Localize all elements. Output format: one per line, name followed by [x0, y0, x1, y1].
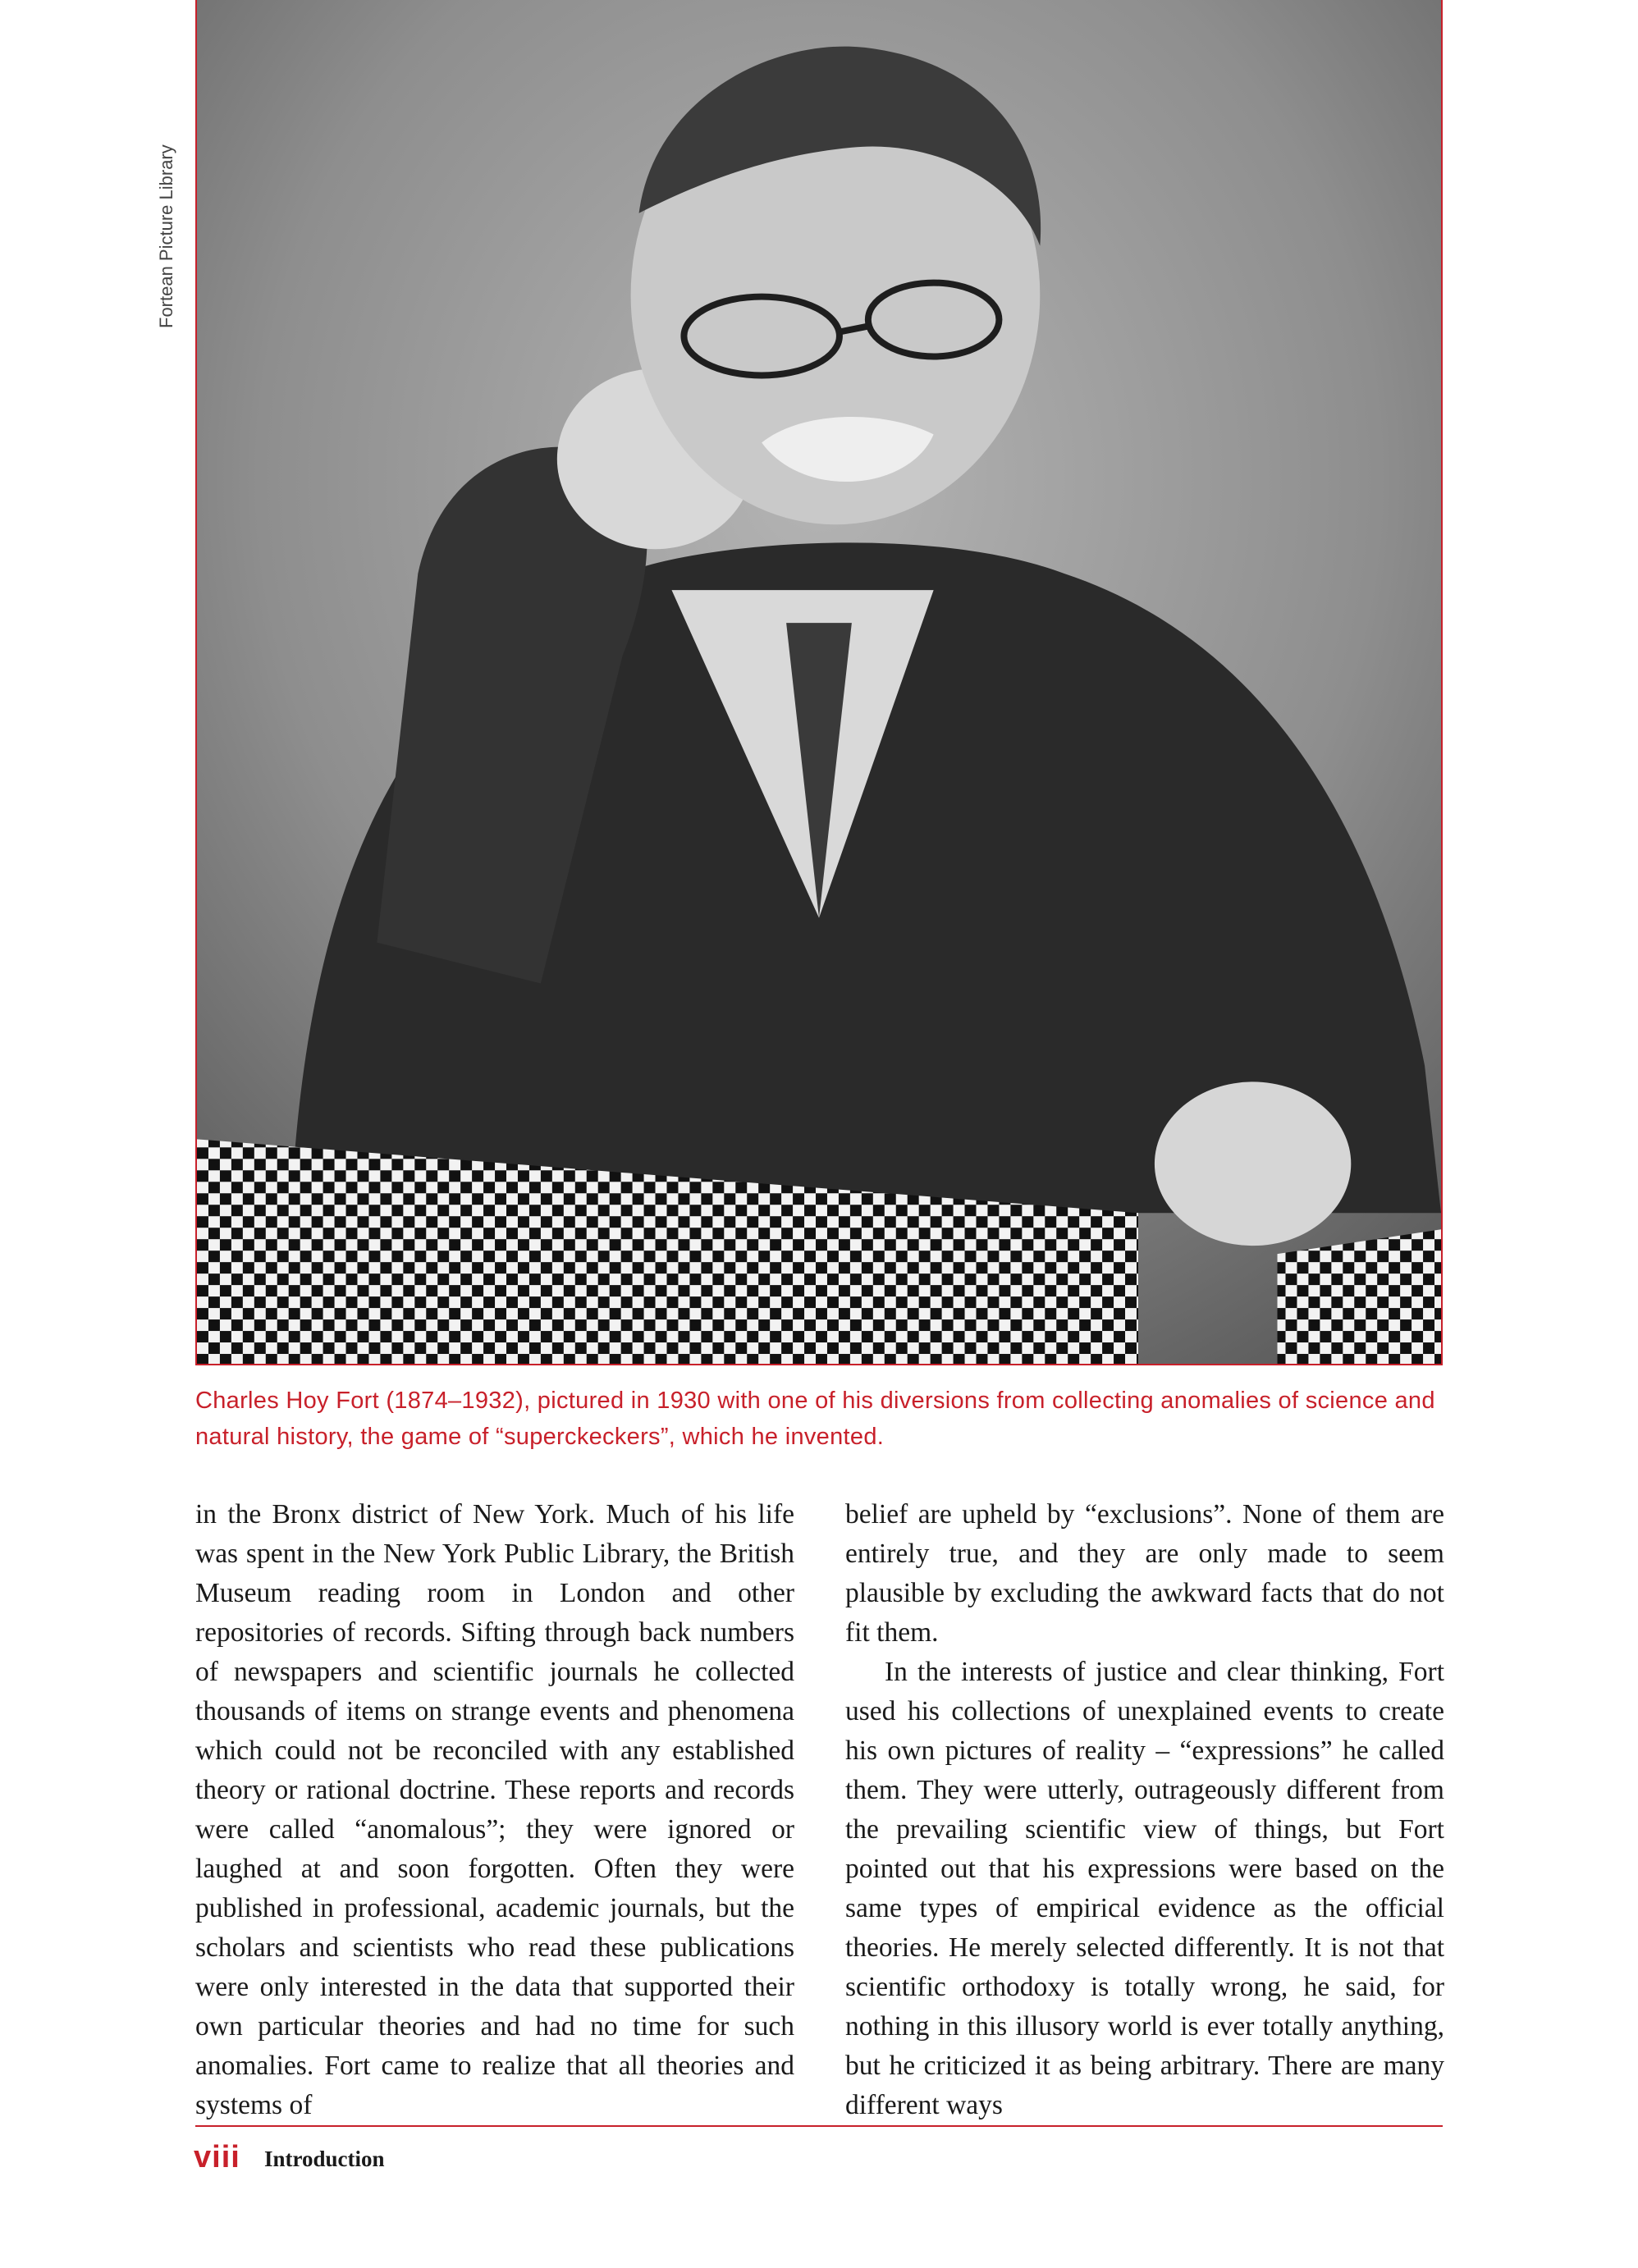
body-column-right [845, 1495, 1444, 2125]
footer-divider [195, 2125, 1443, 2127]
body-paragraph: In the interests of justice and clear thinking, Fort used his collections of unexplained events to create his own pictures of reality – “expressions” he called them. They were utterly, outrageously different from the prevailing scientific view of things, but Fort pointed out that his expressions were based on the same types of empirical evidence as the official theories. He merely selected differently. It is not that scientific orthodoxy is totally wrong, he said, for nothing in this illusory world is ever totally anything, but he criticized it as being arbitrary. There are many different ways [845, 1657, 1444, 2120]
photo-caption: Charles Hoy Fort (1874–1932), pictured in 1930 with one of his diversions from collecting anomalies of science and natural history, the game of “superckeckers”, which he invented. [195, 1388, 1435, 1450]
body-paragraph: belief are upheld by “exclusions”. None of them are entirely true, and they are only made to seem plausible by excluding the awkward facts that do not fit them. [845, 1499, 1444, 1648]
running-head: Introduction [264, 2147, 385, 2171]
body-paragraph: in the Bronx district of New York. Much of his life was spent in the New York Public Library, the British Museum reading room in London and other repositories of records. Sifting through back numbers of newspapers and scientific journals he collected thousands of items on strange events and phenomena which could not be reconciled with any established theory or rational doctrine. These reports and records were called “anomalous”; they were ignored or laughed at and soon forgotten. Often they were published in professional, academic journals, but the scholars and scientists who read these publications were only interested in the data that supported their own particular theories and had no time for such anomalies. Fort came to realize that all theories and systems of [195, 1499, 794, 2120]
photo-credit: Fortean Picture Library [156, 144, 176, 328]
body-column-left [195, 1495, 794, 2125]
page-number: viii [194, 2140, 240, 2174]
portrait-photo [195, 0, 1443, 1365]
portrait-photo-illustration [197, 0, 1441, 1364]
